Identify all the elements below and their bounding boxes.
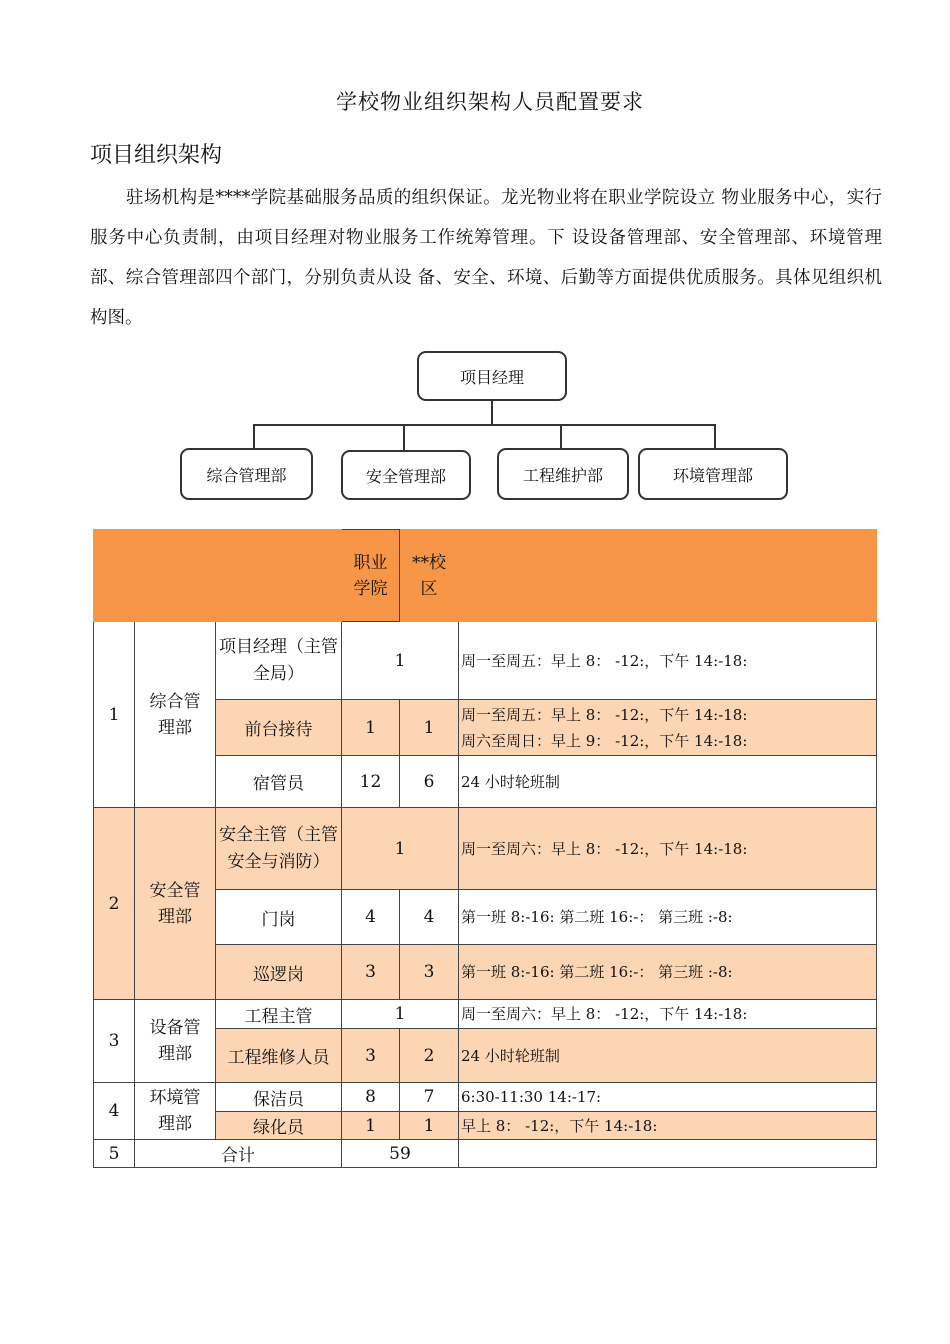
org-root-box [417,351,567,401]
schedule: 早上 8： -12:，下午 14:-18: [459,1112,877,1140]
row-number: 3 [94,1000,135,1083]
org-dept-box [341,450,471,500]
table-row [94,1083,877,1112]
total-value: 59 [342,1140,459,1168]
role-name: 宿管员 [216,756,342,808]
staff-count-b: 6 [400,756,459,808]
schedule: 周一至周六：早上 8： -12:，下午 14:-18: [459,808,877,890]
role-name: 工程维修人员 [216,1029,342,1083]
org-dept-label: 综合管理部 [206,465,287,485]
org-connector [403,424,405,450]
org-dept-label: 环境管理部 [672,465,753,485]
role-name: 保洁员 [216,1083,342,1112]
schedule: 周一至周六：早上 8： -12:，下午 14:-18: [459,1000,877,1029]
staff-count-a: 12 [342,756,400,808]
schedule: 周一至周五：早上 8： -12:，下午 14:-18: [459,622,877,700]
org-dept-label: 工程维护部 [522,465,603,485]
staff-count-a: 4 [342,890,400,945]
staff-count-b: 1 [400,700,459,756]
org-connector [491,401,493,425]
staff-count-a: 3 [342,1029,400,1083]
dept-name: 综合管理部 [135,622,216,808]
role-name: 安全主管（主管安全与消防） [216,808,342,890]
dept-name: 环境管理部 [135,1083,216,1140]
staff-count-b: 2 [400,1029,459,1083]
row-number: 2 [94,808,135,1000]
header-blank-cell [94,530,135,622]
row-number: 4 [94,1083,135,1140]
org-dept-label: 安全管理部 [365,466,446,486]
staff-count-b: 7 [400,1083,459,1112]
schedule: 24 小时轮班制 [459,1029,877,1083]
schedule: 第一班 8:-16: 第二班 16:-： 第三班 :-8: [459,945,877,1000]
org-dept-box [638,448,788,500]
org-connector [253,424,255,448]
org-dept-box [180,448,313,500]
role-name: 前台接待 [216,700,342,756]
staff-count: 1 [342,622,459,700]
blank-cell [459,1140,877,1168]
document-title: 学校物业组织架构人员配置要求 [336,90,644,114]
table-row [94,622,877,700]
org-dept-box [497,448,629,500]
org-connector [560,424,562,448]
staff-count-b: 3 [400,945,459,1000]
header-blank-cell [216,530,342,622]
org-connector [253,424,716,426]
total-row [94,1140,877,1168]
staffing-table [93,529,877,1168]
org-root-label: 项目经理 [459,367,524,387]
header-blank-cell [135,530,216,622]
total-label: 合计 [135,1140,342,1168]
schedule: 周一至周五：早上 8： -12:，下午 14:-18: 周六至周日：早上 9： -12:，下午 14:-18: [459,700,877,756]
staff-count-b: 4 [400,890,459,945]
staff-count: 1 [342,1000,459,1029]
dept-name: 设备管理部 [135,1000,216,1083]
role-name: 门岗 [216,890,342,945]
role-name: 巡逻岗 [216,945,342,1000]
schedule: 6:30-11:30 14:-17: [459,1083,877,1112]
schedule: 24 小时轮班制 [459,756,877,808]
row-number: 5 [94,1140,135,1168]
header-col-a: 职业学院 [342,530,400,622]
dept-name: 安全管理部 [135,808,216,1000]
row-number: 1 [94,622,135,808]
schedule: 第一班 8:-16: 第二班 16:-： 第三班 :-8: [459,890,877,945]
header-col-b: **校区 [400,530,459,622]
org-connector [714,424,716,448]
section-heading: 项目组织架构 [90,143,223,168]
staff-count-a: 3 [342,945,400,1000]
staff-count-a: 1 [342,700,400,756]
header-blank-cell [459,530,877,622]
table-header-row [94,530,877,622]
table-row [94,808,877,890]
staff-count-a: 8 [342,1083,400,1112]
intro-paragraph: 驻场机构是****学院基础服务品质的组织保证。龙光物业将在职业学院设立 物业服务中心，实行服务中心负责制，由项目经理对物业服务工作统筹管理。下 设设备管理部、安全管理部、环境管理部、综合管理部四个部门，分别负责从设 备、安全、环境、后勤等方面提供优质服务。具体见组织机构图。 [90,188,882,328]
table-row [94,1000,877,1029]
role-name: 项目经理（主管全局） [216,622,342,700]
role-name: 绿化员 [216,1112,342,1140]
staff-count-a: 1 [342,1112,400,1140]
staff-count: 1 [342,808,459,890]
staff-count-b: 1 [400,1112,459,1140]
role-name: 工程主管 [216,1000,342,1029]
